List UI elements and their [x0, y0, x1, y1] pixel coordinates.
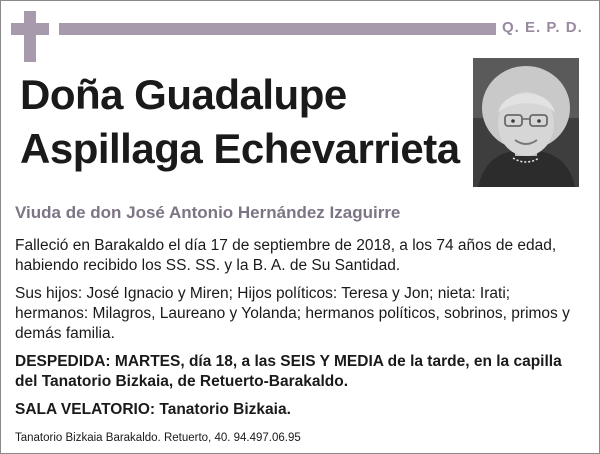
cross-icon-arm	[11, 23, 49, 35]
farewell-paragraph: DESPEDIDA: MARTES, día 18, a las SEIS Y MEDIA de la tarde, en la capilla del Tanatorio Bizkaia, de Retuerto-Barakaldo.	[15, 353, 562, 390]
family-paragraph: Sus hijos: José Ignacio y Miren; Hijos políticos: Teresa y Jon; nieta: Irati; hermanos: Milagros, Laureano y Yolanda; hermanos políticos, sobrinos, primos y demás familia.	[15, 285, 570, 342]
qepd-label: Q. E. P. D.	[502, 19, 583, 36]
portrait-photo	[473, 58, 579, 187]
deceased-name-line1: Doña Guadalupe	[20, 71, 347, 118]
cross-icon	[24, 11, 36, 62]
header-rule	[59, 23, 496, 35]
widow-of-line: Viuda de don José Antonio Hernández Izaguirre	[15, 203, 401, 222]
deceased-name	[20, 68, 460, 176]
death-notice-paragraph: Falleció en Barakaldo el día 17 de septiembre de 2018, a los 74 años de edad, habiendo recibido los SS. SS. y la B. A. de Su Santidad.	[15, 237, 557, 274]
obituary-body	[15, 236, 587, 428]
funeral-home-footer: Tanatorio Bizkaia Barakaldo. Retuerto, 40. 94.497.06.95	[15, 432, 301, 444]
wake-room-paragraph: SALA VELATORIO: Tanatorio Bizkaia.	[15, 401, 291, 418]
deceased-name-line2: Aspillaga Echevarrieta	[20, 125, 460, 172]
